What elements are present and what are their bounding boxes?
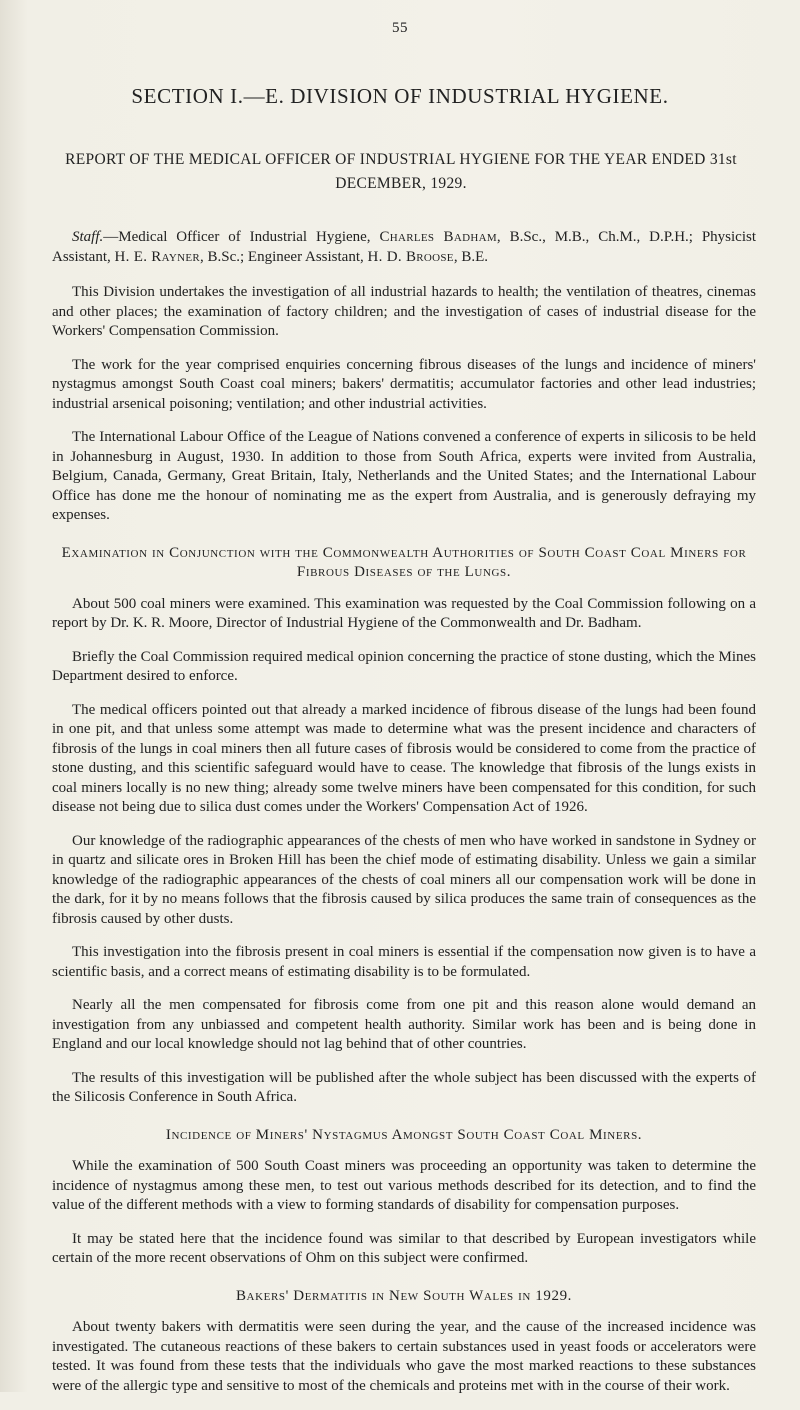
subheading-nystagmus: Incidence of Miners' Nystagmus Amongst South Coast Coal Miners.: [165, 1126, 643, 1143]
paragraph-bakers-dermatitis: About twenty bakers with dermatitis were seen during the year, and the cause of the increased incidence was investigated. The cutaneous reactions of these bakers to certain substances used in yeast foods or accelerators were tested. It was found from these tests that the individuals who gave the most marked reactions to these substances were of the allergic type and sensitive to most of the chemicals and proteins met with in the course of their work.: [52, 1319, 756, 1394]
paragraph-medical-officers: The medical officers pointed out that already a marked incidence of fibrous disease of the lungs had been found in one pit, and that unless some attempt was made to determine what was the present incidence and characters of fibrosis of the lungs in coal miners then all future cases of fibrosis would be considered to come from the practice of stone dusting, and this scientific safeguard would have to cease. The knowledge that fibrosis of the lungs exists in coal miners locally is no new thing; already some twelve miners have been compensated for this condition, for such disease not being due to silica dust comes under the Workers' Compensation Act of 1926.: [52, 701, 756, 815]
paragraph-one-pit: Nearly all the men compensated for fibrosis come from one pit and this reason alone would demand an investigation from any unbiassed and competent health authority. Similar work has been and is being done in England and our local knowledge should not lag behind that of other countries.: [52, 997, 756, 1052]
paragraph-scientific-basis: This investigation into the fibrosis present in coal miners is essential if the compensation now given is to have a scientific basis, and a correct means of estimating disability is to be formulated.: [52, 944, 756, 980]
section-heading: SECTION I.—E. DIVISION OF INDUSTRIAL HYGIENE.: [131, 84, 669, 108]
paragraph-miners-examined: About 500 coal miners were examined. This examination was requested by the Coal Commission following on a report by Dr. K. R. Moore, Director of Industrial Hygiene of the Commonwealth and Dr. Badham.: [52, 595, 756, 631]
medical-officer-qualifications: , B.Sc., M.B., Ch.M., D.P.H.; Physicist Assistant,: [52, 229, 757, 265]
paragraph-nystagmus-examination: While the examination of 500 South Coast miners was proceeding an opportunity was taken to determine the incidence of nystagmus among these men, to test out various methods described for its detection, and to find the value of the different methods with a view to forming standards of disability for compensation purposes.: [52, 1158, 756, 1213]
physicist-name: H. E. Rayner: [114, 248, 200, 265]
paragraph-results-published: The results of this investigation will be published after the whole subject has been discussed with the experts of the Silicosis Conference in South Africa.: [52, 1069, 756, 1105]
paragraph-division-scope: This Division undertakes the investigation of all industrial hazards to health; the ventilation of theatres, cinemas and other places; the examination of factory children; and the investigation of cases of industrial disease for the Workers' Compensation Commission.: [52, 284, 756, 339]
physicist-qualifications: , B.Sc.; Engineer Assistant,: [200, 248, 364, 265]
paragraph-year-work: The work for the year comprised enquiries concerning fibrous diseases of the lungs and incidence of miners' nystagmus amongst South Coast coal miners; bakers' dermatitis; accumulator factories and other lead industries; industrial arsenical poisoning; ventilation; and other industrial activities.: [52, 356, 756, 412]
document-body: [52, 228, 756, 1410]
medical-officer-name: Charles Badham: [379, 229, 497, 245]
engineer-name: H. D. Broose: [367, 248, 454, 265]
paragraph-nystagmus-findings: It may be stated here that the incidence found was similar to that described by European investigators while certain of the more recent observations of Ohm on this subject were confirmed.: [52, 1230, 756, 1266]
staff-label: Staff.: [72, 229, 104, 245]
staff-paragraph: [52, 228, 756, 267]
subheading-bakers-dermatitis: Bakers' Dermatitis in New South Wales in 1929.: [235, 1287, 573, 1304]
report-title: REPORT OF THE MEDICAL OFFICER OF INDUSTRIAL HYGIENE FOR THE YEAR ENDED 31st DECEMBER, 1929.: [65, 151, 737, 192]
page-number: 55: [392, 20, 408, 36]
subheading-fibrous-diseases: Examination in Conjunction with the Commonwealth Authorities of South Coast Coal Miners for Fibrous Diseases of the Lungs.: [61, 544, 747, 580]
paragraph-radiographic-knowledge: Our knowledge of the radiographic appearances of the chests of men who have worked in sandstone in Sydney or in quartz and silicate ores in Broken Hill has been the chief mode of estimating disability. Unless we gain a similar knowledge of the radiographic appearances of the chests of coal miners all our compensation work will be done in the dark, for it by no means follows that the fibrosis caused by silica produces the same train of consequences as the fibrosis caused by other dusts.: [52, 832, 756, 927]
engineer-qualifications: , B.E.: [453, 248, 489, 265]
paragraph-coal-commission: Briefly the Coal Commission required medical opinion concerning the practice of stone dusting, which the Mines Department desired to enforce.: [52, 648, 756, 684]
paragraph-silicosis-conference: The International Labour Office of the League of Nations convened a conference of experts in silicosis to be held in Johannesburg in August, 1930. In addition to those from South Africa, experts were invited from Australia, Belgium, Canada, Germany, Great Britain, Italy, Netherlands and the United States; and the International Labour Office has done me the honour of nominating me as the expert from Australia, and is generously defraying my expenses.: [52, 429, 756, 523]
staff-intro: —Medical Officer of Industrial Hygiene,: [103, 229, 371, 245]
